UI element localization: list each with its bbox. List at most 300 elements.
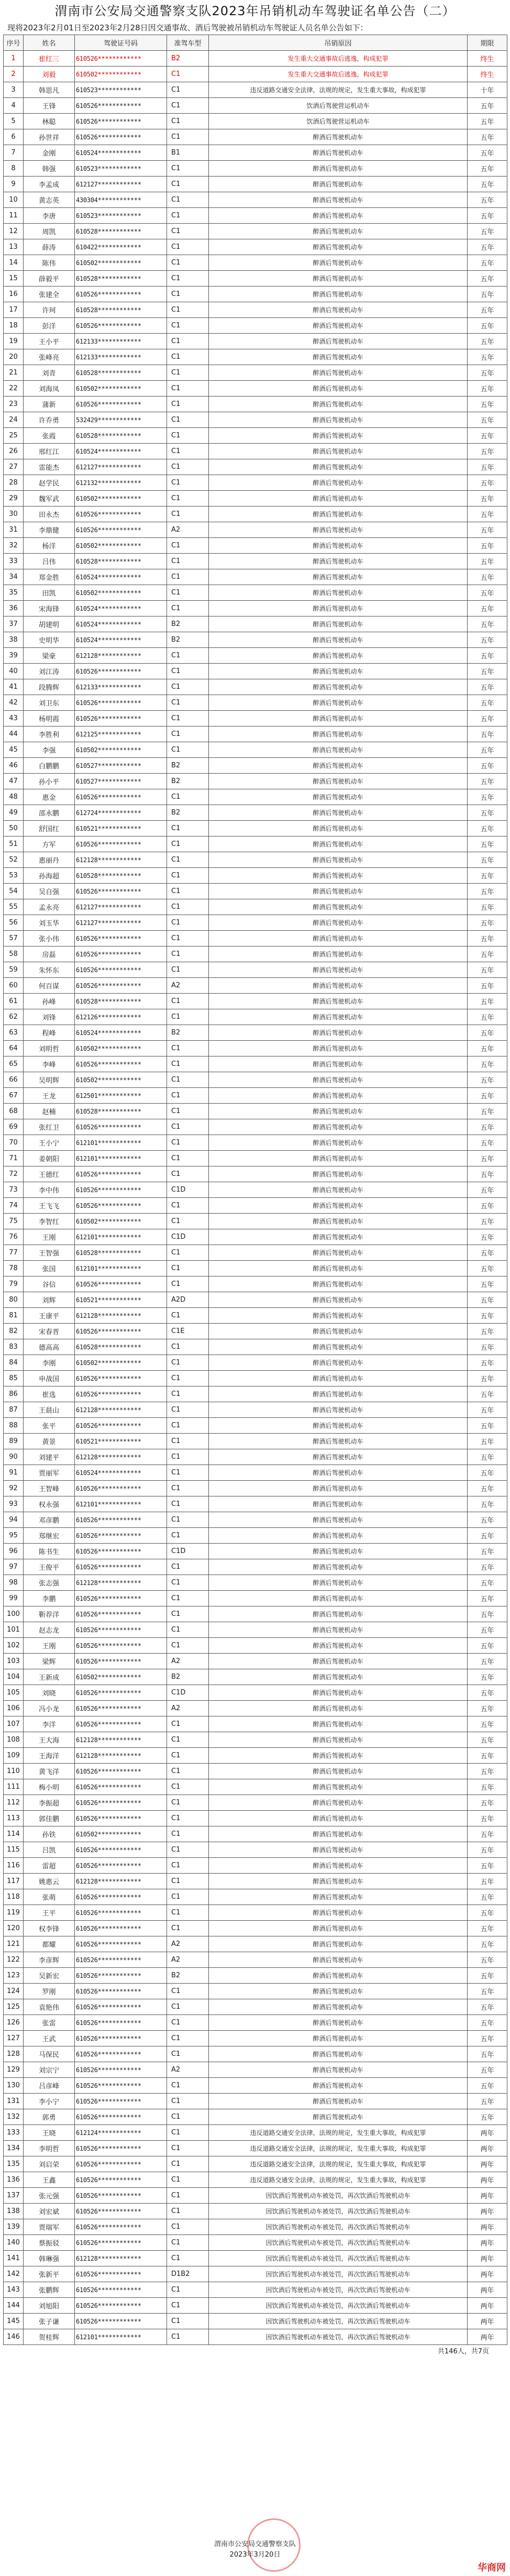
cell-index: 32 [4,538,24,554]
cell-name: 贺桂辉 [24,2329,75,2345]
cell-license: 610502************ [75,491,167,507]
cell-license: 610526************ [75,2266,167,2282]
cell-term: 五年 [468,1858,507,1874]
table-row [4,1308,507,1324]
cell-license: 610526************ [75,114,167,129]
cell-class: C1 [167,1041,209,1056]
cell-reason: 醉酒后驾驶机动车 [209,1654,468,1669]
cell-reason: 醉酒后驾驶机动车 [209,1874,468,1889]
cell-index: 143 [4,2282,24,2298]
cell-term: 五年 [468,1575,507,1591]
cell-reason: 醉酒后驾驶机动车 [209,1056,468,1072]
table-row [4,1968,507,1984]
cell-name: 郭佳鹏 [24,1811,75,1826]
cell-name: 林聪 [24,114,75,129]
cell-license: 610526************ [75,1685,167,1701]
cell-index: 14 [4,255,24,271]
cell-reason: 醉酒后驾驶机动车 [209,2109,468,2125]
cell-term: 五年 [468,1151,507,1166]
cell-reason: 饮酒后驾驶营运机动车 [209,98,468,114]
cell-class: C1 [167,1371,209,1386]
cell-term: 五年 [468,475,507,491]
cell-class: A2 [167,1701,209,1716]
table-row [4,2219,507,2235]
cell-reason: 醉酒后驾驶机动车 [209,915,468,931]
cell-name: 张萌 [24,1889,75,1905]
table-row [4,1402,507,1418]
cell-license: 610526************ [75,2235,167,2251]
cell-reason: 醉酒后驾驶机动车 [209,1434,468,1449]
cell-reason: 醉酒后驾驶机动车 [209,1465,468,1481]
cell-index: 48 [4,789,24,805]
cell-name: 许乔勇 [24,412,75,428]
cell-reason: 因饮酒后驾驶机动车被处罚，再次饮酒后驾驶机动车 [209,2251,468,2266]
cell-reason: 醉酒后驾驶机动车 [209,1685,468,1701]
cell-name: 王德红 [24,1166,75,1182]
cell-term: 五年 [468,1465,507,1481]
cell-name: 郑继宏 [24,1528,75,1544]
cell-term: 五年 [468,726,507,742]
cell-name: 梁辉 [24,1654,75,1669]
cell-class: C1 [167,1716,209,1732]
cell-index: 59 [4,962,24,978]
cell-license: 610526************ [75,1386,167,1402]
cell-name: 王智峰 [24,1481,75,1496]
cell-index: 75 [4,1214,24,1229]
cell-index: 98 [4,1575,24,1591]
cell-term: 五年 [468,994,507,1009]
table-row [4,2156,507,2172]
cell-class: C1 [167,1889,209,1905]
cell-term: 五年 [468,318,507,334]
table-row [4,1371,507,1386]
cell-class: C1 [167,1276,209,1292]
cell-reason: 醉酒后驾驶机动车 [209,1968,468,1984]
cell-license: 610526************ [75,2015,167,2031]
cell-name: 贾瑞军 [24,2219,75,2235]
cell-term: 十年 [468,82,507,98]
cell-class: C1 [167,1135,209,1151]
cell-license: 610526************ [75,931,167,946]
cell-reason: 醉酒后驾驶机动车 [209,491,468,507]
cell-index: 65 [4,1056,24,1072]
cell-license: 610526************ [75,522,167,538]
cell-license: 612101************ [75,1261,167,1276]
cell-license: 610523************ [75,208,167,224]
cell-term: 五年 [468,1512,507,1528]
cell-license: 610526************ [75,2109,167,2125]
table-row [4,884,507,899]
cell-class: C1 [167,1166,209,1182]
cell-term: 两年 [468,2298,507,2314]
cell-reason: 醉酒后驾驶机动车 [209,334,468,349]
cell-reason: 醉酒后驾驶机动车 [209,601,468,617]
cell-class: C1 [167,1779,209,1795]
cell-class: B2 [167,774,209,789]
cell-term: 五年 [468,349,507,365]
table-row [4,1575,507,1591]
cell-class: C1 [167,2204,209,2219]
cell-class: C1 [167,2078,209,2094]
cell-license: 612128************ [75,1308,167,1324]
table-row [4,161,507,177]
col-header-reason: 吊销原因 [209,35,468,51]
cell-class: C1 [167,648,209,664]
cell-term: 五年 [468,617,507,632]
table-row [4,1245,507,1261]
cell-name: 李鹏 [24,1591,75,1606]
cell-name: 惠金 [24,789,75,805]
cell-name: 王龙 [24,1088,75,1104]
cell-class: C1 [167,2298,209,2314]
cell-term: 五年 [468,1245,507,1261]
table-row [4,2078,507,2094]
table-row [4,2141,507,2156]
cell-term: 两年 [468,2219,507,2235]
cell-index: 134 [4,2141,24,2156]
cell-index: 123 [4,1968,24,1984]
cell-class: C1 [167,1151,209,1166]
table-row [4,1528,507,1544]
cell-reason: 醉酒后驾驶机动车 [209,428,468,444]
cell-term: 五年 [468,601,507,617]
cell-license: 610526************ [75,1984,167,1999]
table-row [4,1465,507,1481]
cell-reason: 醉酒后驾驶机动车 [209,2015,468,2031]
table-row [4,1842,507,1858]
cell-class: C1 [167,1355,209,1371]
cell-term: 五年 [468,145,507,161]
cell-index: 88 [4,1418,24,1434]
cell-index: 49 [4,805,24,821]
cell-term: 五年 [468,1826,507,1842]
table-row [4,381,507,397]
cell-index: 144 [4,2298,24,2314]
cell-class: A2 [167,522,209,538]
cell-reason: 饮酒后驾驶营运机动车 [209,114,468,129]
footer-org: 渭南市公安局交通警察支队 [214,2540,296,2548]
cell-name: 刘毅 [24,67,75,82]
table-row [4,145,507,161]
cell-name: 刘青 [24,365,75,381]
cell-reason: 醉酒后驾驶机动车 [209,1104,468,1119]
cell-license: 610502************ [75,1041,167,1056]
col-header-index: 序号 [4,35,24,51]
cell-name: 王飞飞 [24,1198,75,1214]
cell-reason: 醉酒后驾驶机动车 [209,239,468,255]
cell-class: C1 [167,1622,209,1638]
table-row [4,2031,507,2046]
table-row [4,1229,507,1245]
cell-license: 612127************ [75,177,167,192]
cell-class: C1 [167,1465,209,1481]
cell-license: 610526************ [75,2094,167,2109]
cell-term: 五年 [468,884,507,899]
cell-license: 610526************ [75,1559,167,1575]
cell-index: 93 [4,1496,24,1512]
cell-reason: 醉酒后驾驶机动车 [209,1355,468,1371]
cell-class: C1 [167,318,209,334]
cell-license: 610526************ [75,1968,167,1984]
cell-reason: 醉酒后驾驶机动车 [209,1182,468,1198]
cell-term: 两年 [468,2188,507,2204]
table-row [4,1481,507,1496]
cell-reason: 醉酒后驾驶机动车 [209,789,468,805]
table-row [4,1952,507,1968]
table-row [4,569,507,585]
cell-index: 63 [4,1025,24,1041]
cell-name: 刘建平 [24,1449,75,1465]
cell-reason: 醉酒后驾驶机动车 [209,1858,468,1874]
cell-term: 五年 [468,1968,507,1984]
cell-index: 113 [4,1811,24,1826]
cell-name: 何百谋 [24,978,75,994]
cell-class: C1 [167,459,209,475]
cell-license: 612101************ [75,1135,167,1151]
cell-index: 70 [4,1135,24,1151]
cell-license: 610526************ [75,2219,167,2235]
cell-name: 李小宁 [24,2094,75,2109]
cell-name: 宋海锋 [24,601,75,617]
table-row [4,1889,507,1905]
cell-index: 61 [4,994,24,1009]
cell-term: 五年 [468,2031,507,2046]
cell-reason: 醉酒后驾驶机动车 [209,2078,468,2094]
cell-license: 610526************ [75,1811,167,1826]
table-row [4,1088,507,1104]
cell-index: 57 [4,931,24,946]
cell-reason: 醉酒后驾驶机动车 [209,1669,468,1685]
table-row [4,1104,507,1119]
cell-term: 五年 [468,255,507,271]
cell-reason: 醉酒后驾驶机动车 [209,1135,468,1151]
cell-license: 610528************ [75,868,167,884]
cell-license: 610526************ [75,1701,167,1716]
cell-index: 107 [4,1716,24,1732]
cell-reason: 违反道路交通安全法律，法规的规定，发生重大事故，构成犯罪 [209,2125,468,2141]
cell-term: 五年 [468,334,507,349]
cell-reason: 醉酒后驾驶机动车 [209,554,468,569]
cell-index: 50 [4,821,24,836]
cell-license: 612128************ [75,1732,167,1748]
cell-term: 五年 [468,852,507,868]
cell-index: 138 [4,2204,24,2219]
cell-class: C1 [167,538,209,554]
cell-name: 罗刚 [24,1984,75,1999]
cell-name: 邓彦鹏 [24,1512,75,1528]
cell-reason: 醉酒后驾驶机动车 [209,1638,468,1654]
cell-reason: 醉酒后驾驶机动车 [209,318,468,334]
cell-license: 610526************ [75,1056,167,1072]
cell-class: C1 [167,302,209,318]
cell-name: 刘卫东 [24,695,75,711]
cell-index: 135 [4,2156,24,2172]
table-row [4,1999,507,2015]
cell-name: 宋春晋 [24,1324,75,1339]
cell-index: 54 [4,884,24,899]
cell-class: C1 [167,98,209,114]
cell-class: C1 [167,428,209,444]
cell-index: 139 [4,2219,24,2235]
cell-term: 五年 [468,931,507,946]
cell-name: 张元强 [24,2188,75,2204]
cell-class: C1 [167,271,209,287]
cell-term: 五年 [468,287,507,302]
cell-license: 610526************ [75,1905,167,1921]
cell-reason: 醉酒后驾驶机动车 [209,774,468,789]
cell-name: 刘明哲 [24,1041,75,1056]
cell-reason: 醉酒后驾驶机动车 [209,1418,468,1434]
cell-class: C1 [167,789,209,805]
cell-index: 71 [4,1151,24,1166]
cell-license: 610526************ [75,2078,167,2094]
table-row [4,617,507,632]
cell-term: 五年 [468,978,507,994]
cell-license: 610526************ [75,2282,167,2298]
cell-term: 五年 [468,1544,507,1559]
cell-license: 612127************ [75,915,167,931]
cell-license: 610526************ [75,1921,167,1936]
cell-reason: 醉酒后驾驶机动车 [209,1229,468,1245]
cell-license: 610526************ [75,1889,167,1905]
cell-reason: 发生重大交通事故后逃逸，构成犯罪 [209,51,468,67]
cell-reason: 醉酒后驾驶机动车 [209,1606,468,1622]
cell-name: 田凯 [24,585,75,601]
cell-name: 邢红江 [24,444,75,459]
cell-index: 114 [4,1826,24,1842]
cell-index: 95 [4,1528,24,1544]
table-row [4,444,507,459]
table-row [4,2266,507,2282]
cell-term: 五年 [468,129,507,145]
cell-term: 五年 [468,1669,507,1685]
cell-name: 刘旭阳 [24,2298,75,2314]
cell-reason: 醉酒后驾驶机动车 [209,1166,468,1182]
cell-name: 赵志龙 [24,1622,75,1638]
cell-term: 五年 [468,444,507,459]
cell-name: 陈书生 [24,1544,75,1559]
cell-reason: 醉酒后驾驶机动车 [209,711,468,726]
cell-index: 24 [4,412,24,428]
cell-license: 610527************ [75,774,167,789]
cell-license: 610526************ [75,1182,167,1198]
cell-index: 101 [4,1622,24,1638]
cell-index: 45 [4,742,24,758]
cell-term: 五年 [468,1528,507,1544]
cell-reason: 醉酒后驾驶机动车 [209,1811,468,1826]
cell-license: 610524************ [75,601,167,617]
cell-license: 612128************ [75,2251,167,2266]
cell-index: 128 [4,2046,24,2062]
cell-term: 五年 [468,695,507,711]
cell-name: 李刚 [24,1355,75,1371]
cell-reason: 醉酒后驾驶机动车 [209,569,468,585]
cell-term: 五年 [468,412,507,428]
cell-reason: 醉酒后驾驶机动车 [209,1826,468,1842]
table-row [4,1119,507,1135]
cell-index: 1 [4,51,24,67]
cell-term: 五年 [468,962,507,978]
cell-name: 姜朝阳 [24,1151,75,1166]
cell-license: 610524************ [75,1025,167,1041]
cell-license: 610526************ [75,1119,167,1135]
cell-term: 终生 [468,51,507,67]
table-row [4,1606,507,1622]
cell-name: 申战国 [24,1371,75,1386]
cell-license: 610502************ [75,255,167,271]
cell-class: B2 [167,805,209,821]
cell-reason: 醉酒后驾驶机动车 [209,632,468,648]
cell-reason: 因饮酒后驾驶机动车被处罚，再次饮酒后驾驶机动车 [209,2204,468,2219]
cell-index: 13 [4,239,24,255]
cell-class: C1 [167,444,209,459]
cell-reason: 醉酒后驾驶机动车 [209,962,468,978]
cell-class: C1 [167,1811,209,1826]
cell-term: 五年 [468,1591,507,1606]
cell-name: 李振超 [24,1795,75,1811]
cell-index: 92 [4,1481,24,1496]
cell-index: 102 [4,1638,24,1654]
cell-name: 冯小龙 [24,1701,75,1716]
cell-name: 李洋 [24,1716,75,1732]
cell-license: 610526************ [75,2298,167,2314]
cell-license: 610526************ [75,51,167,67]
cell-class: C1 [167,475,209,491]
cell-term: 五年 [468,1308,507,1324]
cell-index: 43 [4,711,24,726]
cell-reason: 醉酒后驾驶机动车 [209,1025,468,1041]
cell-name: 王海洋 [24,1748,75,1764]
cell-reason: 醉酒后驾驶机动车 [209,1339,468,1355]
cell-class: C1D [167,1685,209,1701]
cell-license: 610502************ [75,1214,167,1229]
cell-index: 41 [4,679,24,695]
cell-class: C1 [167,1308,209,1324]
cell-term: 五年 [468,1952,507,1968]
cell-reason: 醉酒后驾驶机动车 [209,255,468,271]
table-row [4,601,507,617]
cell-class: B2 [167,632,209,648]
table-row [4,1591,507,1606]
cell-term: 五年 [468,2062,507,2078]
cell-reason: 醉酒后驾驶机动车 [209,1764,468,1779]
cell-reason: 醉酒后驾驶机动车 [209,1324,468,1339]
cell-reason: 发生重大交通事故后逃逸，构成犯罪 [209,67,468,82]
cell-license: 610524************ [75,569,167,585]
cell-index: 81 [4,1308,24,1324]
table-row [4,2251,507,2266]
cell-class: C1 [167,884,209,899]
cell-class: C1 [167,2172,209,2188]
cell-license: 610528************ [75,1245,167,1261]
cell-term: 两年 [468,2251,507,2266]
cell-class: B1 [167,145,209,161]
table-row [4,2172,507,2188]
cell-term: 五年 [468,1559,507,1575]
cell-class: C1 [167,381,209,397]
table-row [4,239,507,255]
cell-index: 126 [4,2015,24,2031]
cell-reason: 醉酒后驾驶机动车 [209,1528,468,1544]
cell-name: 蒲新 [24,397,75,412]
cell-index: 52 [4,852,24,868]
cell-reason: 违反道路交通安全法律，法规的规定，发生重大事故，构成犯罪 [209,2172,468,2188]
cell-name: 王俊平 [24,1559,75,1575]
cell-class: A2D [167,1292,209,1308]
cell-name: 孟永亮 [24,899,75,915]
cell-reason: 醉酒后驾驶机动车 [209,145,468,161]
cell-license: 610526************ [75,1481,167,1496]
